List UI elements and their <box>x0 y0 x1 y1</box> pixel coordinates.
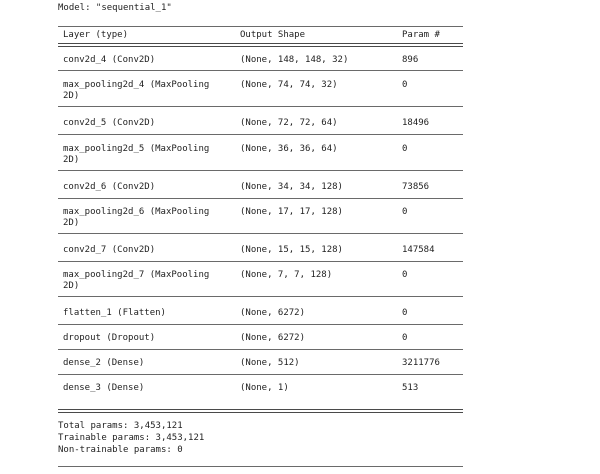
row-separator <box>58 374 463 375</box>
row-separator <box>58 261 463 262</box>
header-layer-type: Layer (type) <box>63 30 129 40</box>
header-output-shape: Output Shape <box>240 30 306 40</box>
row-param-count: 3211776 <box>402 358 440 368</box>
row-param-count: 0 <box>402 333 408 343</box>
row-output-shape: (None, 512) <box>240 358 300 368</box>
row-separator <box>58 296 463 297</box>
non-trainable-params: Non-trainable params: 0 <box>58 445 183 455</box>
row-output-shape: (None, 72, 72, 64) <box>240 118 338 128</box>
row-separator <box>58 134 463 135</box>
row-layer: dense_3 (Dense) <box>63 383 145 393</box>
row-separator <box>58 198 463 199</box>
row-separator <box>58 106 463 107</box>
header-double-rule <box>58 43 463 47</box>
row-separator <box>58 324 463 325</box>
row-output-shape: (None, 17, 17, 128) <box>240 207 343 217</box>
bottom-rule <box>58 466 463 467</box>
row-output-shape: (None, 74, 74, 32) <box>240 80 338 90</box>
row-layer: max_pooling2d_6 (MaxPooling 2D) <box>63 207 210 228</box>
row-output-shape: (None, 7, 7, 128) <box>240 270 333 280</box>
row-separator <box>58 70 463 71</box>
row-layer: dropout (Dropout) <box>63 333 156 343</box>
row-output-shape: (None, 1) <box>240 383 289 393</box>
row-output-shape: (None, 6272) <box>240 333 306 343</box>
total-params: Total params: 3,453,121 <box>58 421 183 431</box>
row-layer: max_pooling2d_4 (MaxPooling 2D) <box>63 80 210 101</box>
row-separator <box>58 349 463 350</box>
top-rule <box>58 26 463 27</box>
row-output-shape: (None, 6272) <box>240 308 306 318</box>
row-output-shape: (None, 36, 36, 64) <box>240 144 338 154</box>
row-output-shape: (None, 15, 15, 128) <box>240 245 343 255</box>
row-param-count: 0 <box>402 308 408 318</box>
row-param-count: 896 <box>402 55 419 65</box>
row-layer: dense_2 (Dense) <box>63 358 145 368</box>
header-param-count: Param # <box>402 30 440 40</box>
row-param-count: 147584 <box>402 245 435 255</box>
row-layer: conv2d_4 (Conv2D) <box>63 55 156 65</box>
row-output-shape: (None, 34, 34, 128) <box>240 182 343 192</box>
trainable-params: Trainable params: 3,453,121 <box>58 433 205 443</box>
row-layer: conv2d_5 (Conv2D) <box>63 118 156 128</box>
row-separator <box>58 170 463 171</box>
row-separator <box>58 233 463 234</box>
model-title: Model: "sequential_1" <box>58 3 172 13</box>
row-layer: max_pooling2d_5 (MaxPooling 2D) <box>63 144 210 165</box>
row-param-count: 0 <box>402 207 408 217</box>
row-layer: max_pooling2d_7 (MaxPooling 2D) <box>63 270 210 291</box>
row-param-count: 18496 <box>402 118 430 128</box>
row-param-count: 73856 <box>402 182 430 192</box>
row-param-count: 0 <box>402 144 408 154</box>
row-layer: conv2d_6 (Conv2D) <box>63 182 156 192</box>
row-param-count: 513 <box>402 383 419 393</box>
row-param-count: 0 <box>402 80 408 90</box>
row-layer: conv2d_7 (Conv2D) <box>63 245 156 255</box>
row-param-count: 0 <box>402 270 408 280</box>
row-layer: flatten_1 (Flatten) <box>63 308 166 318</box>
footer-double-rule <box>58 409 463 413</box>
row-output-shape: (None, 148, 148, 32) <box>240 55 349 65</box>
